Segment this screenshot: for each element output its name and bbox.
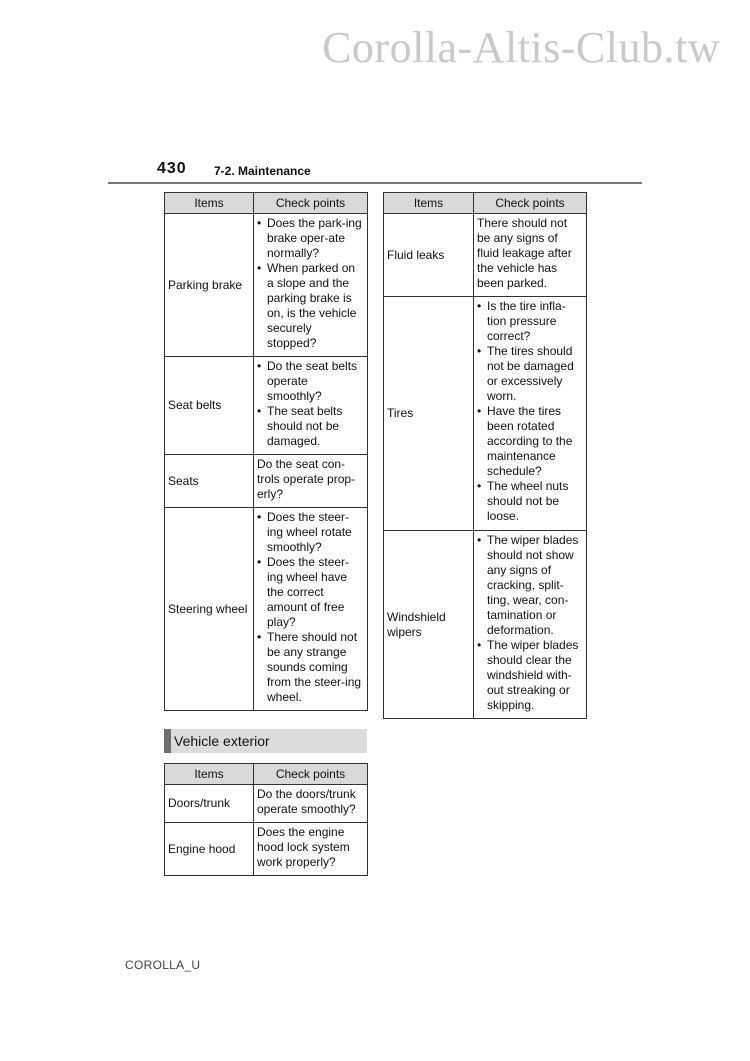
check-point: • The wiper blades should not show any signs of cracking, split-ting, wear, con-tamination or deformation. (477, 533, 583, 638)
page-number: 430 (157, 160, 187, 177)
check-point: • The tires should not be damaged or excessively worn. (477, 344, 583, 404)
check-point: • Have the tires been rotated according to the maintenance schedule? (477, 404, 583, 479)
check-point: • The seat belts should not be damaged. (257, 404, 364, 449)
table-row (165, 508, 368, 711)
item-cell: Tires (384, 297, 474, 531)
watermark: Corolla-Altis-Club.tw (322, 23, 720, 72)
check-point: • Does the steer-ing wheel have the correct amount of free play? (257, 555, 364, 630)
check-point: • Does the park-ing brake oper-ate normally? (257, 216, 364, 261)
page-header (108, 160, 642, 184)
left-check-table (164, 192, 368, 711)
vehicle-exterior-table (164, 763, 368, 876)
check-points-cell (474, 531, 587, 719)
column-header-items: Items (165, 193, 254, 214)
vehicle-exterior-heading: Vehicle exterior (164, 729, 367, 753)
column-header-check-points: Check points (254, 193, 368, 214)
check-point: • There should not be any strange sounds coming from the steer-ing wheel. (257, 630, 364, 705)
column-header-items: Items (384, 193, 474, 214)
check-points-cell: There should not be any signs of fluid leakage after the vehicle has been parked. (474, 214, 587, 297)
item-cell: Steering wheel (165, 508, 254, 711)
table-row (165, 823, 368, 876)
check-points-cell (254, 508, 368, 711)
check-point: • The wheel nuts should not be loose. (477, 479, 583, 524)
item-cell: Parking brake (165, 214, 254, 357)
header-rule (108, 182, 642, 184)
table-row (165, 214, 368, 357)
check-points-cell (254, 357, 368, 455)
footer-code: COROLLA_U (125, 958, 201, 972)
right-check-table (383, 192, 587, 719)
check-points-cell: Do the seat con-trols operate prop-erly? (254, 455, 368, 508)
check-point: • Does the steer-ing wheel rotate smoothly? (257, 510, 364, 555)
table-row (384, 531, 587, 719)
table-row (384, 214, 587, 297)
column-header-check-points: Check points (474, 193, 587, 214)
check-point: • The wiper blades should clear the windshield with-out streaking or skipping. (477, 638, 583, 713)
check-point: • Is the tire infla-tion pressure correct? (477, 299, 583, 344)
table-row (165, 357, 368, 455)
column-header-check-points: Check points (254, 764, 368, 785)
check-points-cell (474, 297, 587, 531)
check-point: • Do the seat belts operate smoothly? (257, 359, 364, 404)
item-cell: Engine hood (165, 823, 254, 876)
item-cell: Seat belts (165, 357, 254, 455)
item-cell: Windshield wipers (384, 531, 474, 719)
check-points-cell: Do the doors/trunk operate smoothly? (254, 785, 368, 823)
item-cell: Fluid leaks (384, 214, 474, 297)
table-row (165, 785, 368, 823)
section-title: 7-2. Maintenance (214, 164, 311, 178)
item-cell: Seats (165, 455, 254, 508)
table-row (384, 297, 587, 531)
column-header-items: Items (165, 764, 254, 785)
check-points-cell: Does the engine hood lock system work properly? (254, 823, 368, 876)
check-point: • When parked on a slope and the parking brake is on, is the vehicle securely stopped? (257, 261, 364, 351)
item-cell: Doors/trunk (165, 785, 254, 823)
table-row (165, 455, 368, 508)
check-points-cell (254, 214, 368, 357)
